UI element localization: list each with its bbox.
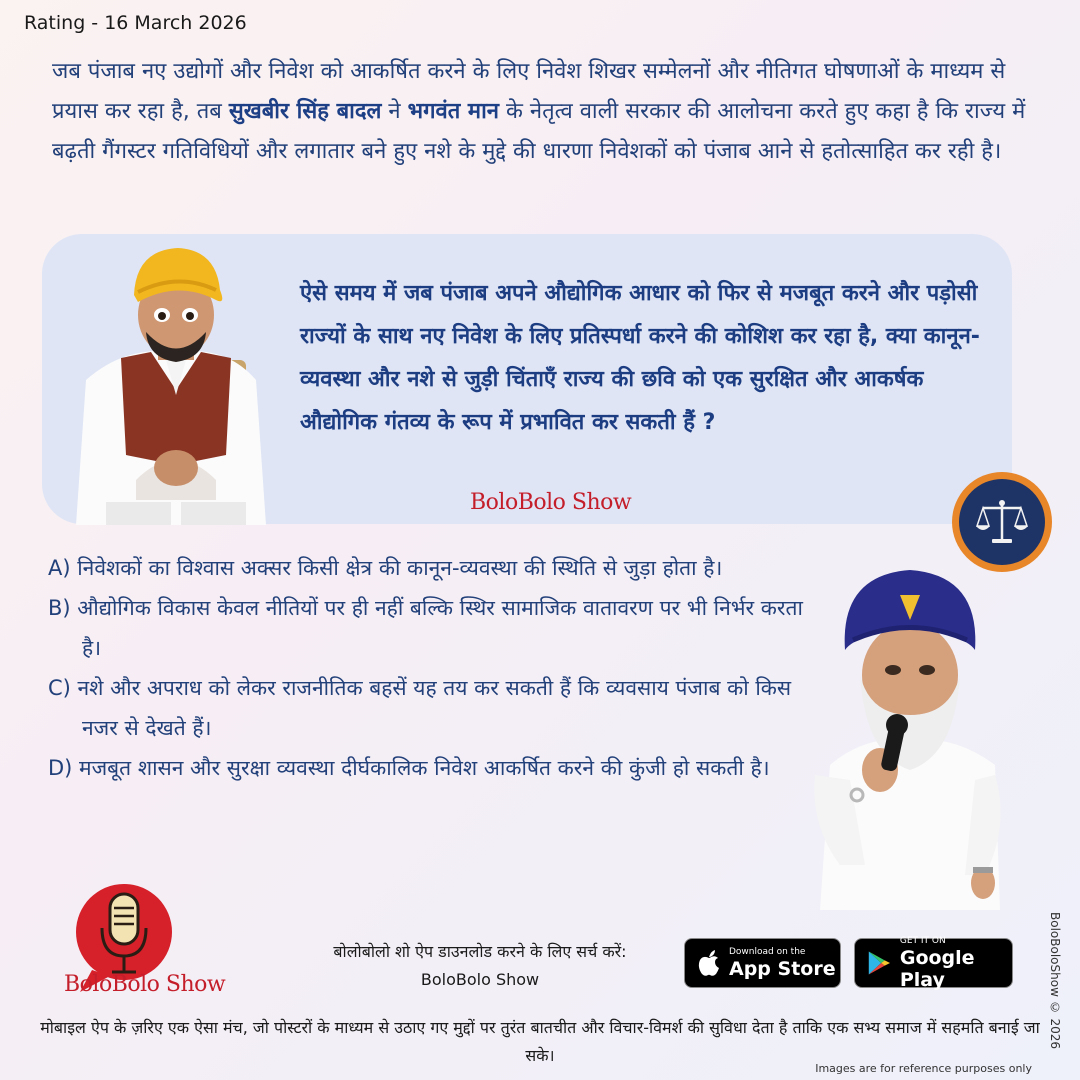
- app-search-instructions: [290, 938, 670, 994]
- search-line-2: BoloBolo Show: [420, 970, 540, 989]
- google-play-icon: [867, 948, 892, 978]
- search-line-1: बोलोबोलो शो ऐप डाउनलोड करने के लिए सर्च करें:: [333, 942, 627, 961]
- brand-logo-text: BoloBolo Show: [64, 972, 226, 997]
- answer-options: [48, 548, 828, 788]
- intro-paragraph: [52, 52, 1037, 172]
- appstore-small-text: Download on the: [729, 946, 806, 957]
- intro-name-bhagwant: भगवंत मान: [407, 99, 499, 124]
- rating-date: Rating - 16 March 2026: [24, 12, 247, 34]
- googleplay-large-text: Google Play: [899, 946, 975, 991]
- intro-text-3: के नेतृत्व वाली सरकार की आलोचना करते हुए कहा है कि राज्य में बढ़ती गैंगस्टर गतिविधियों और लगातार बने हुए नशे के मुद्दे की धारणा निवेशकों को पंजाब आने से हतोत्साहित कर रही है।: [52, 99, 1026, 164]
- question-text: ऐसे समय में जब पंजाब अपने औद्योगिक आधार को फिर से मजबूत करने और पड़ोसी राज्यों के साथ नए निवेश के लिए प्रतिस्पर्धा करने की कोशिश कर रहा है, क्या कानून-व्यवस्था और नशे से जुड़ी चिंताएँ राज्य की छवि को एक सुरक्षित और आकर्षक औद्योगिक गंतव्य के रूप में प्रभावित कर सकती हैं ?: [300, 281, 980, 435]
- image-disclaimer: Images are for reference purposes only: [815, 1062, 1032, 1075]
- app-store-button[interactable]: [684, 938, 841, 988]
- googleplay-small-text: GET IT ON: [899, 935, 946, 946]
- politician-caricature-left: [66, 240, 286, 525]
- option-a[interactable]: A) निवेशकों का विश्वास अक्सर किसी क्षेत्र की कानून-व्यवस्था की स्थिति से जुड़ा होता है।: [48, 556, 723, 580]
- scale-of-justice-icon: [975, 498, 1029, 546]
- brand-watermark: BoloBolo Show: [470, 490, 632, 515]
- politician-caricature-right: [805, 565, 1015, 910]
- footer-description: मोबाइल ऐप के ज़रिए एक ऐसा मंच, जो पोस्टरों के माध्यम से उठाए गए मुद्दों पर तुरंत बातचीत और विचार-विमर्श की सुविधा देता है ताकि एक सभ्य समाज में सहमति बनाई जा सके।: [40, 1018, 1040, 1065]
- apple-icon: [697, 949, 721, 977]
- intro-text-2: ने: [381, 99, 408, 124]
- option-b[interactable]: B) औद्योगिक विकास केवल नीतियों पर ही नहीं बल्कि स्थिर सामाजिक वातावरण पर भी निर्भर करता है।: [48, 596, 803, 660]
- justice-badge: [952, 472, 1052, 572]
- copyright-notice: BoloBoloShow © 2026: [1048, 912, 1062, 1050]
- appstore-large-text: App Store: [729, 957, 836, 980]
- option-d[interactable]: D) मजबूत शासन और सुरक्षा व्यवस्था दीर्घकालिक निवेश आकर्षित करने की कुंजी हो सकती है।: [48, 756, 770, 780]
- google-play-button[interactable]: [854, 935, 1013, 991]
- option-c[interactable]: C) नशे और अपराध को लेकर राजनीतिक बहसें यह तय कर सकती हैं कि व्यवसाय पंजाब को किस नजर से देखते हैं।: [48, 676, 792, 740]
- intro-name-sukhbir: सुखबीर सिंह बादल: [228, 99, 382, 124]
- intro-text-1: जब पंजाब नए उद्योगों और निवेश को आकर्षित करने के लिए निवेश शिखर सम्मेलनों और नीतिगत घोषणाओं के माध्यम से प्रयास कर रहा है, तब: [52, 59, 1006, 124]
